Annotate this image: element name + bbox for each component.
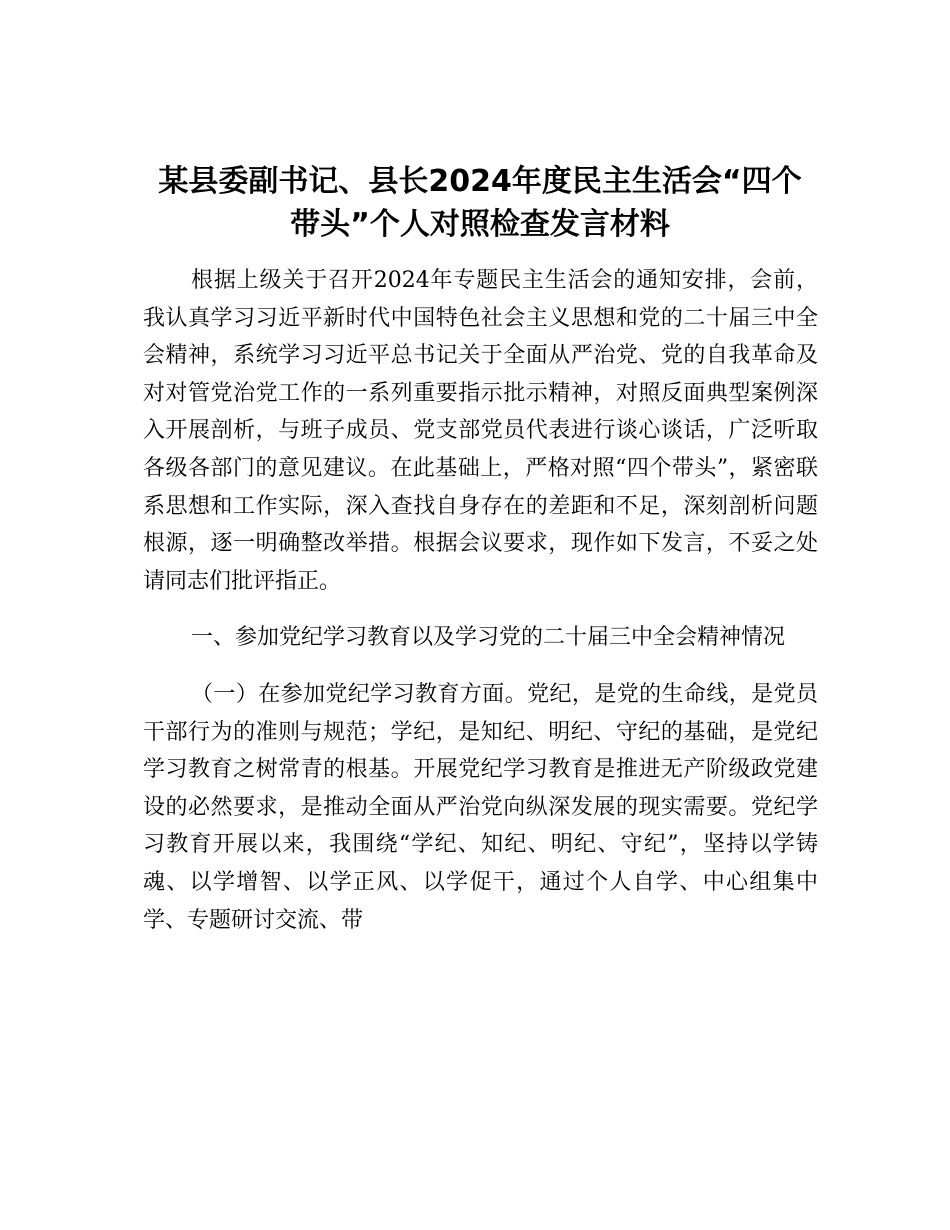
subsection-paragraph: （一）在参加党纪学习教育方面。党纪，是党的生命线，是党员干部行为的准则与规范；学纪，是知纪、明纪、守纪的基础，是党纪学习教育之树常青的根基。开展党纪学习教育是推进无产阶级政党建设的必然要求，是推动全面从严治党向纵深发展的现实需要。党纪学习教育开展以来，我围绕“学纪、知纪、明纪、守纪”，坚持以学铸魂、以学增智、以学正风、以学促干，通过个人自学、中心组集中学、专题研讨交流、带 bbox=[143, 681, 818, 933]
intro-paragraph: 根据上级关于召开2024年专题民主生活会的通知安排，会前，我认真学习习近平新时代中国特色社会主义思想和党的二十届三中全会精神，系统学习习近平总书记关于全面从严治党、党的自我革命及对对管党治党工作的一系列重要指示批示精神，对照反面典型案例深入开展剖析，与班子成员、党支部党员代表进行谈心谈话，广泛听取各级各部门的意见建议。在此基础上，严格对照“四个带头”，紧密联系思想和工作实际，深入查找自身存在的差距和不足，深刻剖析问题根源，逐一明确整改举措。根据会议要求，现作如下发言，不妥之处请同志们批评指正。 bbox=[143, 268, 818, 594]
document-title: 某县委副书记、县长2024年度民主生活会“四个带头”个人对照检查发言材料 bbox=[158, 164, 802, 242]
document-body bbox=[143, 262, 818, 939]
section-heading: 一、参加党纪学习教育以及学习党的二十届三中全会精神情况 bbox=[191, 625, 786, 651]
